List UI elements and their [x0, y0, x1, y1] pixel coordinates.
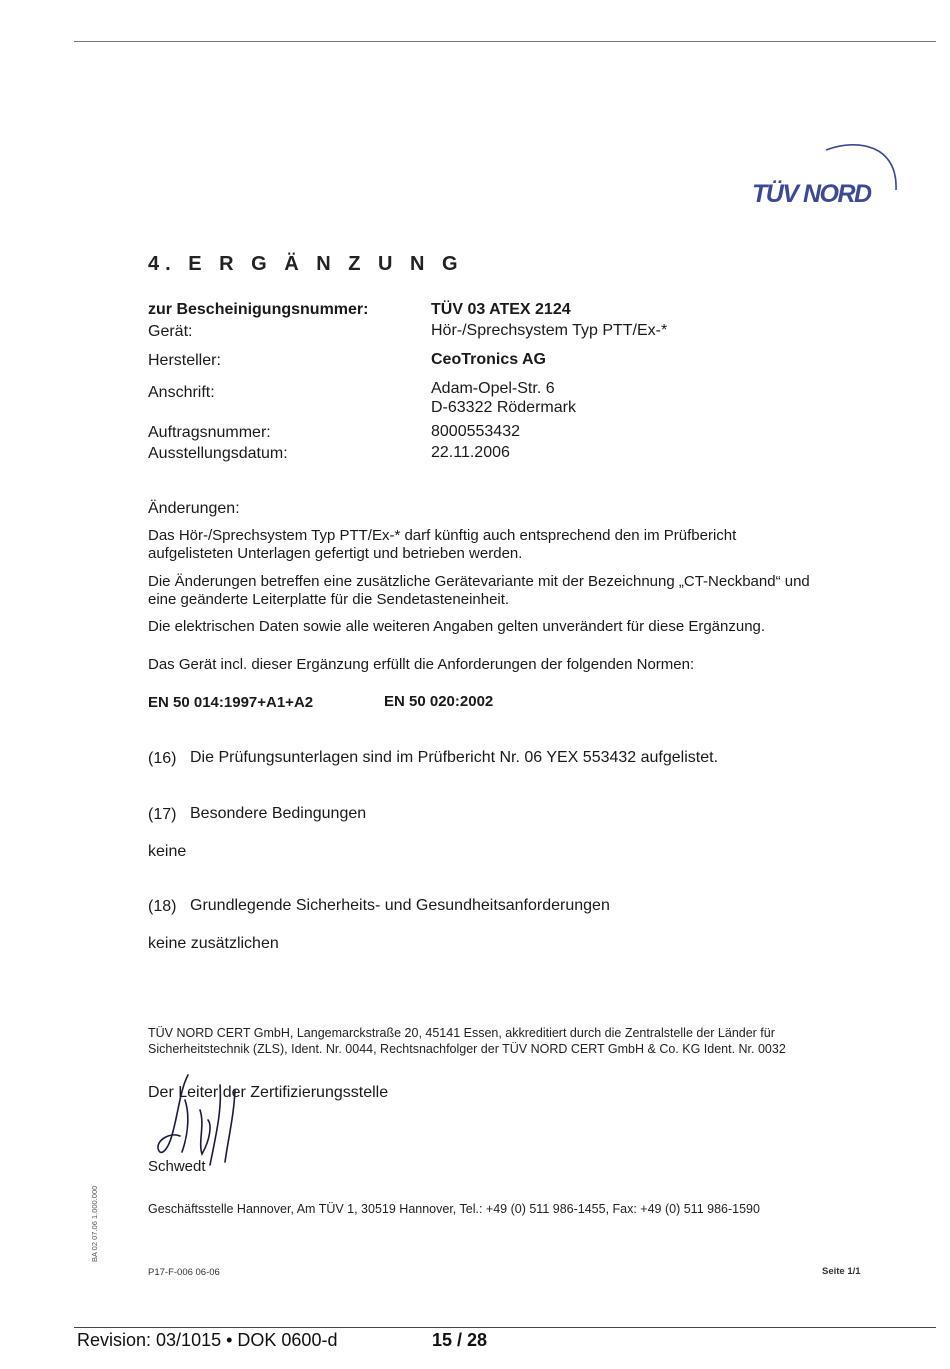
issue-date-label: Ausstellungsdatum: [148, 445, 288, 462]
section-17-number: (17) [148, 806, 177, 823]
bottom-rule [74, 1327, 936, 1328]
section-17-title: Besondere Bedingungen [190, 805, 367, 822]
address-line-2: D-63322 Rödermark [431, 399, 576, 416]
certification-body-text: TÜV NORD CERT GmbH, Langemarckstraße 20, 45141 Essen, akkreditiert durch die Zentralstelle der Länder für Sicherheitstechnik (ZLS), Ident. Nr. 0044, Rechtsnachfolger der TÜV NORD CERT GmbH & Co. KG Ident. Nr. 0032 [148, 1026, 786, 1056]
changes-paragraph-3: Die elektrischen Daten sowie alle weiteren Angaben gelten unverändert für diese Ergänzung. [148, 618, 766, 635]
section-18-number: (18) [148, 898, 177, 915]
norm-1: EN 50 014:1997+A1+A2 [148, 694, 314, 711]
section-18-value: keine zusätzlichen [148, 935, 279, 952]
section-16-text: Die Prüfungsunterlagen sind im Prüfbericht Nr. 06 YEX 553432 aufgelistet. [190, 749, 719, 766]
order-number-value: 8000553432 [431, 423, 520, 440]
signatory-title: Der Leiter der Zertifizierungsstelle [148, 1084, 389, 1101]
section-16-number: (16) [148, 750, 177, 767]
changes-label: Änderungen: [148, 500, 240, 517]
changes-paragraph-4: Das Gerät incl. dieser Ergänzung erfüllt die Anforderungen der folgenden Normen: [148, 656, 695, 673]
form-code: P17-F-006 06-06 [148, 1267, 220, 1278]
changes-paragraph-2-line-2: eine geänderte Leiterplatte für die Sendetasteneinheit. [148, 591, 510, 608]
page-label: Seite 1/1 [822, 1266, 861, 1277]
footer-revision: Revision: 03/1015 • DOK 0600-d [77, 1330, 338, 1350]
top-rule [74, 41, 936, 42]
side-form-code: BA 02 07.06 1.000.000 [90, 1185, 99, 1262]
changes-paragraph-2-line-1: Die Änderungen betreffen eine zusätzliche Gerätevariante mit der Bezeichnung „CT-Neckband“ und [148, 573, 810, 590]
address-line-1: Adam-Opel-Str. 6 [431, 380, 555, 397]
signatory-name: Schwedt [148, 1158, 206, 1175]
manufacturer-label: Hersteller: [148, 352, 221, 369]
changes-paragraph-1-line-1: Das Hör-/Sprechsystem Typ PTT/Ex-* darf künftig auch entsprechend den im Prüfbericht [148, 527, 737, 544]
logo-text: TÜV NORD [752, 180, 871, 208]
order-number-label: Auftragsnummer: [148, 424, 271, 441]
signature-drawing [150, 1070, 250, 1170]
device-value: Hör-/Sprechsystem Typ PTT/Ex-* [431, 322, 668, 339]
footer-page-number: 15 / 28 [432, 1330, 488, 1350]
changes-paragraph-1-line-2: aufgelisteten Unterlagen gefertigt und betrieben werden. [148, 545, 523, 562]
cert-number-value: TÜV 03 ATEX 2124 [431, 301, 571, 318]
norm-2: EN 50 020:2002 [384, 693, 494, 710]
address-label: Anschrift: [148, 384, 215, 401]
issue-date-value: 22.11.2006 [431, 444, 510, 461]
manufacturer-value: CeoTronics AG [431, 351, 546, 368]
page-heading: 4. E R G Ä N Z U N G [148, 253, 464, 275]
section-17-value: keine [148, 843, 187, 860]
cert-number-label: zur Bescheinigungsnummer: [148, 301, 369, 318]
device-label: Gerät: [148, 323, 193, 340]
office-address: Geschäftsstelle Hannover, Am TÜV 1, 30519 Hannover, Tel.: +49 (0) 511 986-1455, Fax: +49 (0) 511 986-1590 [148, 1202, 760, 1216]
section-18-title: Grundlegende Sicherheits- und Gesundheitsanforderungen [190, 897, 610, 914]
tuv-nord-logo [748, 140, 908, 215]
